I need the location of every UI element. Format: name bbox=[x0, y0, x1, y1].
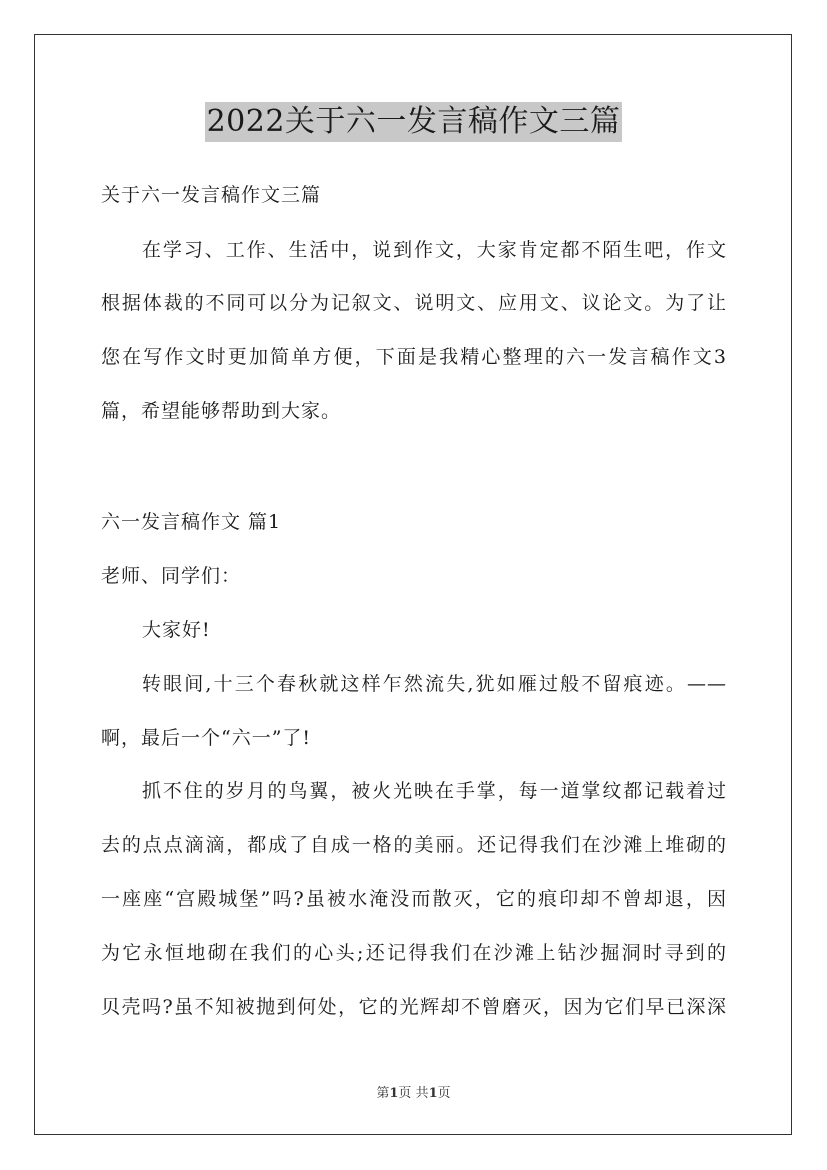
paragraph-line: 贝壳吗?虽不知被抛到何处，它的光辉却不曾磨灭，因为它们早已深深 bbox=[101, 996, 727, 1018]
page-label-prefix: 第 bbox=[376, 1086, 390, 1101]
section-heading: 六一发言稿作文 篇1 bbox=[101, 511, 282, 533]
title-container bbox=[0, 102, 827, 142]
page-label-mid: 页 共 bbox=[398, 1086, 429, 1101]
paragraph-line: 抓不住的岁月的鸟翼，被火光映在手掌，每一道掌纹都记载着过 bbox=[142, 780, 727, 802]
document-title: 2022关于六一发言稿作文三篇 bbox=[205, 102, 623, 142]
paragraph-line: 转眼间,十三个春秋就这样乍然流失,犹如雁过般不留痕迹。—— bbox=[142, 673, 727, 695]
greeting: 大家好! bbox=[142, 619, 211, 641]
intro-line: 篇，希望能够帮助到大家。 bbox=[101, 400, 342, 422]
paragraph-line: 啊，最后一个“六一”了! bbox=[101, 727, 312, 749]
salutation: 老师、同学们： bbox=[101, 565, 242, 587]
paragraph-line: 去的点点滴滴，都成了自成一格的美丽。还记得我们在沙滩上堆砌的 bbox=[101, 834, 727, 856]
page-total: 1 bbox=[428, 1086, 438, 1101]
paragraph-line: 为它永恒地砌在我们的心头;还记得我们在沙滩上钻沙掘洞时寻到的 bbox=[101, 942, 727, 964]
paragraph-line: 一座座“宫殿城堡”吗?虽被水淹没而散灭，它的痕印却不曾却退，因 bbox=[101, 888, 727, 910]
page-label-suffix: 页 bbox=[437, 1086, 451, 1101]
intro-line: 根据体裁的不同可以分为记叙文、说明文、应用文、议论文。为了让 bbox=[101, 292, 727, 314]
page-current: 1 bbox=[389, 1086, 399, 1101]
intro-line: 您在写作文时更加简单方便，下面是我精心整理的六一发言稿作文3 bbox=[101, 346, 727, 368]
intro-line: 在学习、工作、生活中，说到作文，大家肯定都不陌生吧，作文 bbox=[142, 239, 727, 261]
subtitle: 关于六一发言稿作文三篇 bbox=[101, 184, 322, 206]
page-footer bbox=[0, 1082, 827, 1101]
